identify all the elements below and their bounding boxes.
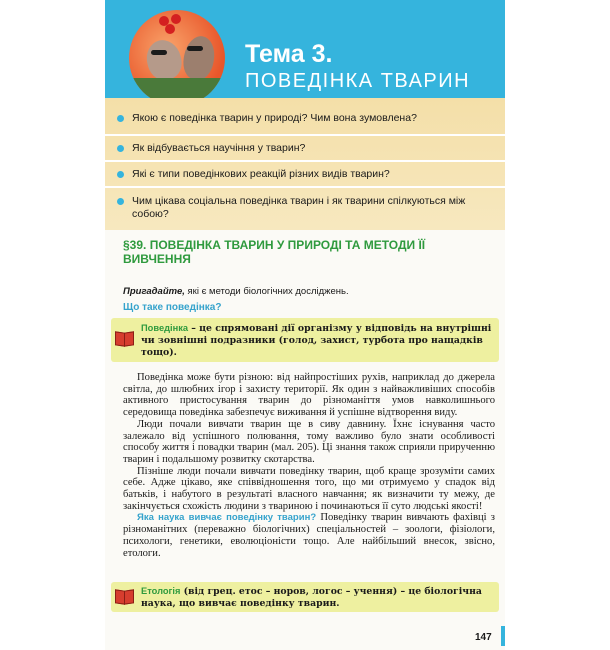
textbook-page: [105, 0, 505, 650]
section-title: §39. ПОВЕДІНКА ТВАРИН У ПРИРОДІ ТА МЕТОДИ ЇЇ ВИВЧЕННЯ: [123, 238, 426, 266]
question-item: Чим цікава соціальна поведінка тварин і як тварини спілкуються між собою?: [117, 195, 487, 221]
waxwing-birds-illustration: [129, 10, 225, 98]
question-item: Як відбувається научіння у тварин?: [117, 142, 487, 155]
question-item: Якою є поведінка тварин у природі? Чим вона зумовлена?: [117, 112, 487, 125]
page-number: 147: [475, 632, 492, 643]
paragraph: Пізніше люди почали вивчати поведінку тварин, щоб краще зрозуміти самих себе. Адже цікаво, яке співвідношення того, що ми отримуємо у спадок від батьків, і набутого в результаті власного навчання; як визначити ту межу, де закінчується схожість людини з твариною і починаються її суто людські якості!: [123, 465, 495, 512]
book-icon: [115, 590, 133, 604]
bullet-icon: [117, 145, 124, 152]
bullet-icon: [117, 198, 124, 205]
page-edge-bar: [501, 626, 505, 646]
theme-number: Тема 3.: [245, 40, 333, 68]
theme-header: [105, 0, 505, 98]
paragraph: Поведінка може бути різною: від найпростіших рухів, наприклад до джерела світла, до шлюбних ігор і захисту території. Як один з найважливіших способів активного пристосування тварин до різноманіття умов навколишнього середовища поведінка забезпечує виживання й успішне відтворення виду.: [123, 372, 495, 419]
body-text: [123, 372, 495, 559]
definition-term: Етологія: [141, 586, 181, 596]
try-remember: Пригадайте, які є методи біологічних досліджень.: [123, 286, 349, 297]
paragraph: Яка наука вивчає поведінку тварин? Поведінку тварин вивчають фахівці з різноманітних (переважно біологічних) спеціальностей – зоологи, фізіологи, психологи, генетики, еволюціоністи тощо. Але найбільший внесок, звісно, етологи.: [123, 512, 495, 559]
inline-question: Яка наука вивчає поведінку тварин?: [137, 512, 317, 524]
book-icon: [115, 332, 133, 346]
key-questions: [105, 98, 505, 230]
bullet-icon: [117, 115, 124, 122]
definition-box: Етологія (від грец. етос – норов, логос – учення) – це біологічна наука, що вивчає поведінку тварин.: [111, 582, 499, 612]
paragraph: Люди почали вивчати тварин ще в сиву давнину. Їхнє існування часто залежало від успішного полювання, тому важливо було знати особливості способу життя і повадки тварин (мал. 205). Ці знання також сприяли прирученню тварин і подальшому розвитку скотарства.: [123, 418, 495, 465]
definition-box: Поведінка – це спрямовані дії організму у відповідь на внутрішні чи зовнішні подразники (голод, захист, турбота про нащадків тощо).: [111, 318, 499, 362]
definition-term: Поведінка: [141, 323, 189, 333]
subsection-question: Що таке поведінка?: [123, 302, 222, 313]
question-item: Які є типи поведінкових реакцій різних видів тварин?: [117, 168, 487, 181]
theme-title: ПОВЕДІНКА ТВАРИН: [245, 70, 471, 92]
bullet-icon: [117, 171, 124, 178]
